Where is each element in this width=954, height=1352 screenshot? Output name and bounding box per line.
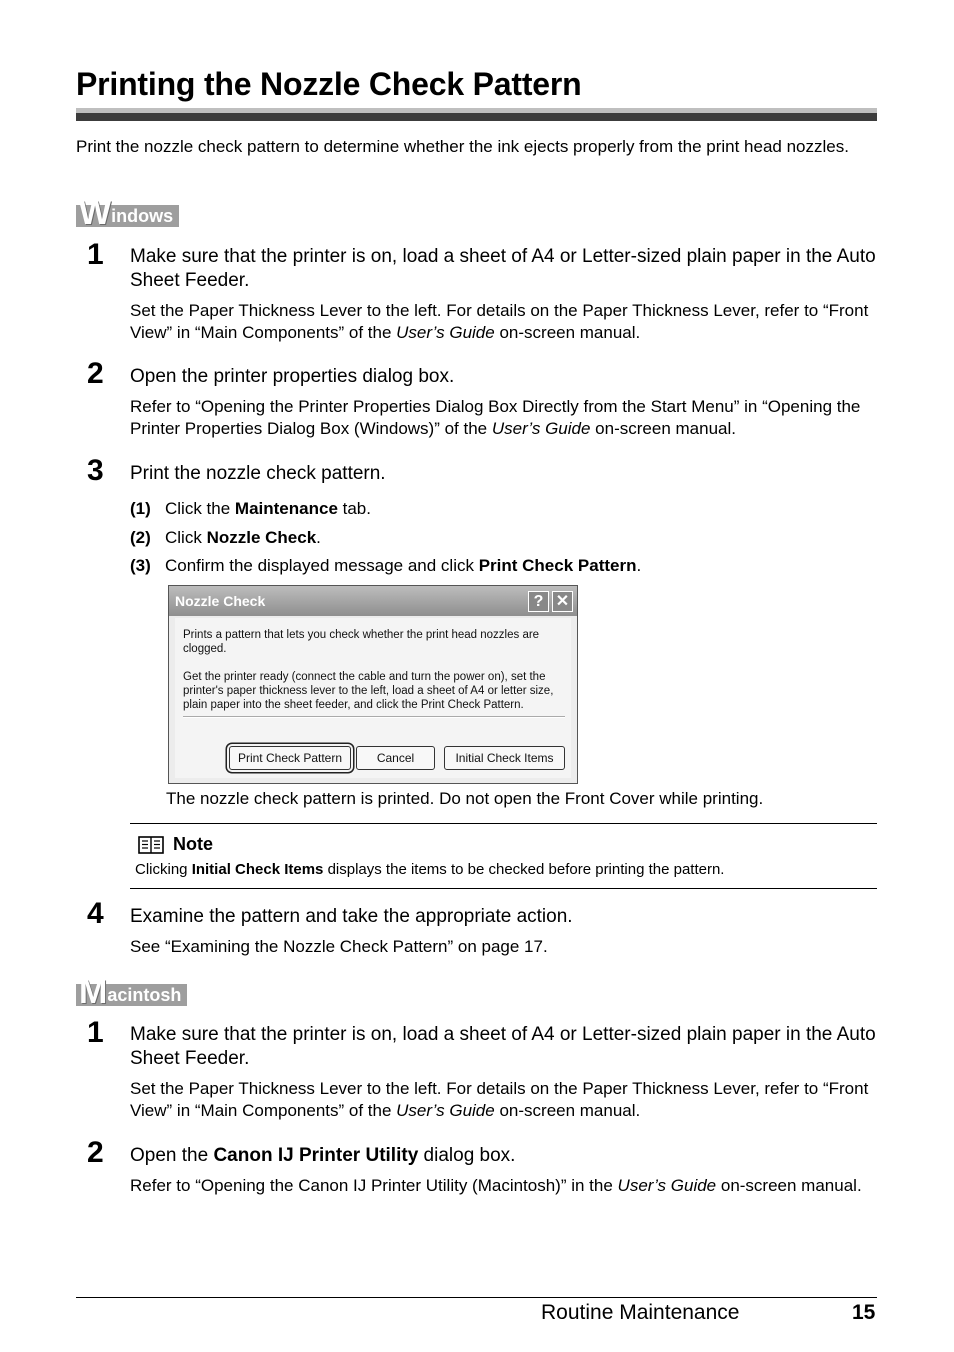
dialog-title: Nozzle Check [175, 593, 266, 609]
mac-step2-body: Refer to “Opening the Canon IJ Printer Utility (Macintosh)” in the User’s Guide on-screen manual. [130, 1176, 862, 1195]
win-step2-body: Refer to “Opening the Printer Properties Dialog Box Directly from the Start Menu” in “Opening the Printer Properties Dialog Box (Windows)” of the User’s Guide on-screen manual. [130, 397, 861, 438]
dialog-message-1: Prints a pattern that lets you check whether the print head nozzles are clogged. [183, 629, 540, 655]
mac-step1-heading: Make sure that the printer is on, load a sheet of A4 or Letter-sized plain paper in the Auto Sheet Feeder. [130, 1024, 876, 1069]
win-step3-number: 3 [87, 454, 104, 487]
footer-section-title: Routine Maintenance [541, 1301, 740, 1324]
win-step3-heading: Print the nozzle check pattern. [130, 463, 386, 484]
win-step3-sub1: (1) Click the Maintenance tab. [130, 499, 371, 518]
mac-step1-body: Set the Paper Thickness Lever to the left. For details on the Paper Thickness Lever, refer to “Front View” in “Main Components” of the User’s Guide on-screen manual. [130, 1079, 869, 1120]
dialog-divider [183, 716, 565, 718]
title-underline [76, 108, 877, 121]
windows-badge [76, 194, 179, 232]
note-top-rule [130, 823, 877, 824]
win-step3-sub2: (2) Click Nozzle Check. [130, 528, 321, 547]
dialog-titlebar [169, 586, 577, 616]
intro-paragraph: Print the nozzle check pattern to determine whether the ink ejects properly from the print head nozzles. [76, 137, 849, 156]
win-step1-body: Set the Paper Thickness Lever to the left. For details on the Paper Thickness Lever, refer to “Front View” in “Main Components” of the User’s Guide on-screen manual. [130, 301, 869, 342]
nozzle-check-dialog [168, 585, 578, 784]
mac-step2-heading: Open the Canon IJ Printer Utility dialog box. [130, 1145, 516, 1166]
macintosh-badge-text: acintosh [107, 985, 182, 1005]
win-step1-number: 1 [87, 238, 104, 271]
mac-step2-number: 2 [87, 1136, 104, 1169]
footer-rule [76, 1297, 877, 1298]
print-check-pattern-button[interactable]: Print Check Pattern [229, 746, 351, 770]
windows-badge-initial: W [79, 194, 112, 232]
windows-badge-text: indows [111, 206, 174, 226]
note-text: Clicking Initial Check Items displays the items to be checked before printing the pattern. [135, 861, 725, 878]
macintosh-badge [76, 973, 187, 1011]
cancel-button[interactable]: Cancel [356, 746, 435, 770]
win-step4-heading: Examine the pattern and take the appropriate action. [130, 906, 573, 927]
page-number: 15 [852, 1301, 876, 1324]
win-step4-body: See “Examining the Nozzle Check Pattern” on page 17. [130, 937, 548, 956]
macintosh-badge-initial: M [79, 973, 108, 1011]
win-step2-number: 2 [87, 357, 104, 390]
help-icon[interactable]: ? [528, 591, 549, 612]
win-step2-heading: Open the printer properties dialog box. [130, 366, 455, 387]
note-bottom-rule [130, 888, 877, 889]
mac-step1-number: 1 [87, 1016, 104, 1049]
close-icon[interactable]: ✕ [552, 591, 573, 612]
page-title: Printing the Nozzle Check Pattern [76, 66, 582, 102]
win-step4-number: 4 [87, 897, 104, 930]
win-step1-heading: Make sure that the printer is on, load a sheet of A4 or Letter-sized plain paper in the Auto Sheet Feeder. [130, 246, 876, 291]
note-label: Note [173, 834, 213, 854]
dialog-body [175, 618, 571, 778]
dialog-message-2: Get the printer ready (connect the cable and turn the power on), set the printer's paper thickness lever to the left, load a sheet of A4 or letter size, plain paper into the sheet feeder, and click the Print Check Pattern. [183, 671, 554, 711]
win-step3-after: The nozzle check pattern is printed. Do not open the Front Cover while printing. [166, 789, 764, 808]
win-step3-sub3: (3) Confirm the displayed message and click Print Check Pattern. [130, 556, 642, 575]
book-icon [138, 836, 164, 854]
initial-check-items-button[interactable]: Initial Check Items [444, 746, 565, 770]
